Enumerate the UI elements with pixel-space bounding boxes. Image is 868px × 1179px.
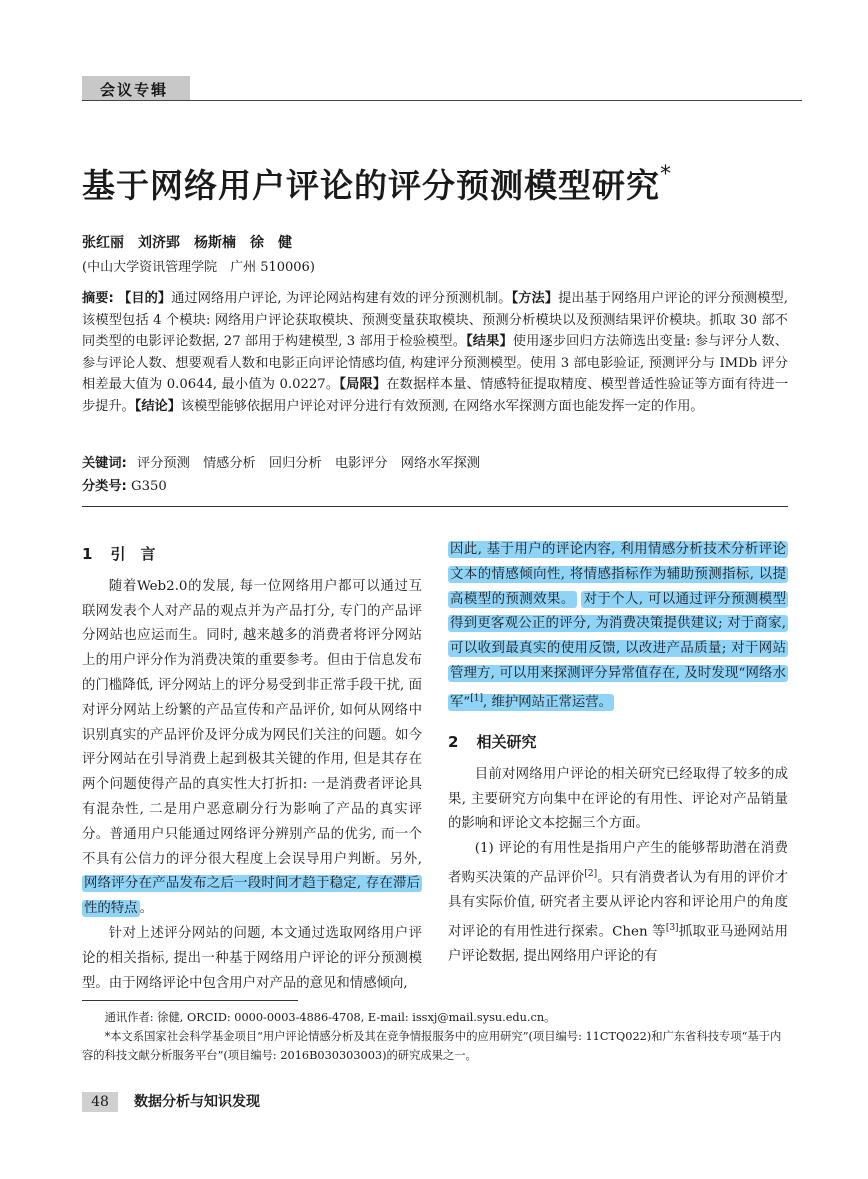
paragraph-text: 目前对网络用户评论的相关研究已经取得了较多的成果, 主要研究方向集中在评论的有用性、评论对产品销量的影响和评论文本挖掘三个方面。 [448,766,788,832]
citation[interactable]: [1] [470,693,483,704]
section-heading-2 [448,730,788,755]
section-number: 2 [448,733,459,752]
method-tag: 【方法】 [511,291,559,306]
paragraph [448,763,788,837]
result-tag: 【结果】 [466,334,513,349]
highlighted-text[interactable]: 因此, 基于用户的评论内容, 利用情感分析技术分析评论文本的情感倾向性, 将情感指标作为辅助预测指标, 以提高模型的预测效果。 [450,542,786,607]
class-value: G350 [131,479,167,494]
affiliation: (中山大学资讯管理学院 广州 510006) [82,260,315,275]
section-number: 1 [82,545,93,563]
highlighted-text[interactable]: 网络评分在产品发布之后一段时间才趋于稳定, 存在滞后性的特点 [84,876,420,917]
class-label: 分类号: [82,479,127,494]
paragraph-text: 。 [139,901,153,917]
title-footnote-mark: * [660,162,672,187]
journal-name: 数据分析与知识发现 [134,1094,260,1110]
highlight-segment: 对于个人, 可以通过评分预测模型得到更客观公正的评分, 为消费决策提供建议; 对于商家, 可以收到最真实的使用反馈, 以改进产品质量; 对于网站管理方, 可以用来探测评分异常值存在, 及时发现“网络水军” [450,591,787,711]
conclusion-tag: 【结论】 [134,398,181,414]
page-number: 48 [82,1092,118,1112]
right-column [448,538,788,970]
left-column [82,538,422,996]
keywords-label: 关键词: [82,456,127,471]
citation[interactable]: [2] [584,869,598,880]
section-header-band [82,76,190,100]
section-title: 引 言 [110,545,156,563]
citation[interactable]: [3] [665,923,679,934]
paper-title [82,160,672,207]
highlighted-text[interactable] [448,591,788,712]
footnotes [82,1008,788,1065]
keywords-text: 评分预测 情感分析 回归分析 电影评分 网络水军探测 [137,456,480,471]
paragraph [82,575,422,922]
abstract [82,288,788,417]
author-list: 张红丽 刘济郢 杨斯楠 徐 健 [82,235,292,251]
conclusion-text: 该模型能够依据用户评论对评分进行有效预测, 在网络水军探测方面也能发挥一定的作用。 [180,398,704,414]
abstract-rule [82,506,788,507]
section-heading-1 [82,542,422,567]
footnote-rule [82,1000,298,1001]
title-text: 基于网络用户评论的评分预测模型研究 [82,166,660,205]
footnote-corresponding: 通讯作者: 徐健, ORCID: 0000-0003-4886-4708, E-mail: issxj@mail.sysu.edu.cn。 [104,1011,556,1024]
section-label: 会议专辑 [100,81,169,99]
paragraph-continued [448,538,788,716]
result-text: 使用逐步回归方法筛选出变量: 参与评分人数、参与评论人数、想要观看人数和电影正向评论情感均值, 构建评分预测模型。使用 3 部电影验证, 预测评分与 IMDb 评分相差最大值为 0.0644, 最小值为 0.0227。 [82,334,788,392]
paragraph [448,837,788,970]
purpose-tag: 【目的】 [118,291,172,306]
paragraph-text: 随着Web2.0的发展, 每一位网络用户都可以通过互联网发表个人对产品的观点并为产品打分, 专门的产品评分网站也应运而生。同时, 越来越多的消费者将评分网站上的用户评分作为消费决策的重要参考。但由于信息发布的门槛降低, 评分网站上的评分易受到非正常手段干扰, 面对评分网站上纷繁的产品宣传和产品评价, 如何从网络中识别真实的产品评价及评分成为网民们关注的问题。如今评分网站在引导消费上起到极其关键的作用, 但是其存在两个问题使得产品的真实性大打折扣: 一是消费者评论具有混杂性, 二是用户恶意刷分行为影响了产品的真实评分。普通用户只能通过网络评分辨别产品的优劣, 而一个不具有公信力的评分很大程度上会误导用户判断。另外, [82,578,422,867]
purpose-text: 通过网络用户评论, 为评论网站构建有效的评分预测机制。 [171,291,512,306]
paragraph-text: 针对上述评分网站的问题, 本文通过选取网络用户评论的相关指标, 提出一种基于网络用户评论的评分预测模型。由于网络评论中包含用户对产品的意见和情感倾向, [82,925,422,991]
classification-number [82,475,167,494]
highlight-segment: , 维护网站正常运营。 [483,695,613,711]
paragraph-text: 。只有消费者认为有用的评价才具有实际价值, 研究者主要从评论内容和评论用户的角度对评论的有用性进行探索。Chen 等 [448,870,789,940]
paragraph-text: 抓取亚马逊网站用户评论数据, 提出网络用户评论的有 [448,924,788,965]
header-rule [82,100,802,101]
paragraph [82,922,422,996]
paragraph-text: (1) 评论的有用性是指用户产生的能够帮助潜在消费者购买决策的产品评价 [448,841,788,886]
keywords [82,452,480,471]
section-title: 相关研究 [476,733,537,752]
limit-text: 在数据样本量、情感特征提取精度、模型普适性验证等方面有待进一步提升。 [82,377,789,414]
footnote-fund: *本文系国家社会科学基金项目“用户评论情感分析及其在竞争情报服务中的应用研究”(项目编号: 11CTQ022)和广东省科技专项“基于内容的科技文献分析服务平台”(项目编号: 2016B030303003)的研究成果之一。 [82,1030,782,1062]
limit-tag: 【局限】 [339,377,387,392]
method-text: 提出基于网络用户评论的评分预测模型, 该模型包括 4 个模块: 网络用户评论获取模块、预测变量获取模块、预测分析模块以及预测结果评价模块。抓取 30 部不同类型的电影评论数据, 27 部用于构建模型, 3 部用于检验模型。 [82,291,788,349]
abstract-label: 摘要: [82,291,114,306]
